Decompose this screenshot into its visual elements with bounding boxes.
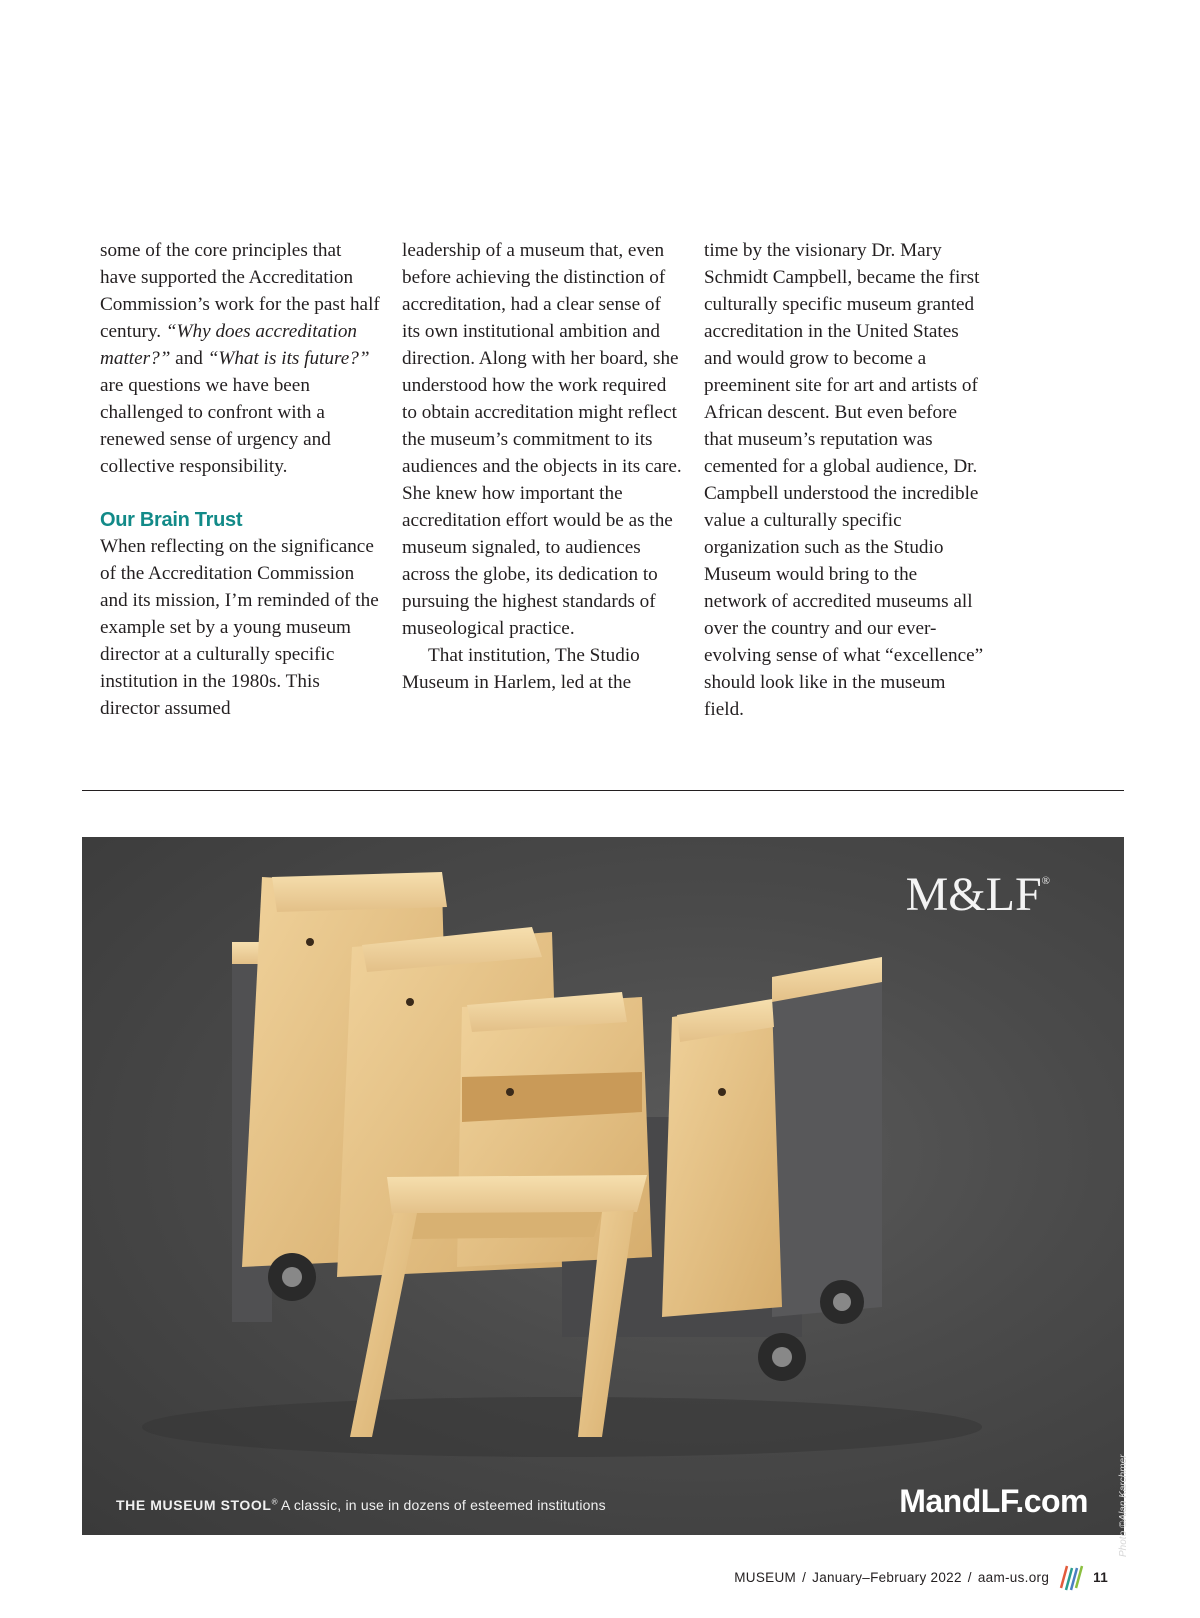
photo-credit: Photo ©Alan Karchmer [1118, 1454, 1129, 1557]
article-column-2 [402, 237, 682, 696]
magazine-name: MUSEUM [734, 1569, 797, 1585]
paragraph: That institution, The Studio Museum in Harlem, led at the [402, 645, 640, 693]
paragraph: When reflecting on the significance of the Accreditation Commission and its mission, I’m reminded of the example set by a young museum director at a culturally specific institution in the 1980s. This director assumed [100, 536, 379, 719]
article-body [100, 237, 984, 737]
ad-caption: THE MUSEUM STOOL® A classic, in use in dozens of esteemed institutions [116, 1497, 606, 1513]
section-subhead: Our Brain Trust [100, 509, 243, 531]
paragraph: time by the visionary Dr. Mary Schmidt Campbell, became the first culturally specific museum granted accreditation in the United States and would grow to become a preeminent site for art and artists of African descent. But even before that museum’s reputation was cemented for a global audience, Dr. Campbell understood the incredible value a culturally specific organization such as the Studio Museum would bring to the network of accredited museums all over the country and our ever-evolving sense of what “excellence” should look like in the museum field. [704, 240, 984, 720]
footer-site-link[interactable]: aam-us.org [977, 1569, 1050, 1585]
section-divider [82, 790, 1124, 791]
brand-logo: M&LF® [905, 868, 1050, 921]
aam-striped-logo-icon [1057, 1562, 1083, 1592]
museum-stool-photo [82, 837, 1124, 1535]
advertisement[interactable] [82, 837, 1129, 1557]
page-number: 11 [1093, 1569, 1108, 1585]
article-column-3 [704, 237, 984, 723]
paragraph: some of the core principles that have supported the Accreditation Commission’s work for the past half century. “Why does accreditation matter?” and “What is its future?” are questions we have been challenged to confront with a renewed sense of urgency and collective responsibility. [100, 240, 380, 477]
paragraph: leadership of a museum that, even before achieving the distinction of accreditation, had a clear sense of its own institutional ambition and direction. Along with her board, she understood how the work required to obtain accreditation might reflect the museum’s commitment to its audiences and the objects in its care. She knew how important the accreditation effort would be as the museum signaled, to audiences across the globe, its dedication to pursuing the highest standards of museological practice. [402, 240, 682, 639]
article-column-1 [100, 237, 380, 722]
ad-website-link[interactable]: MandLF.com [899, 1483, 1088, 1519]
quote: “What is its future?” [207, 348, 370, 369]
page-footer: MUSEUM / January–February 2022 / aam-us.org 11 [734, 1562, 1108, 1592]
issue-date: January–February 2022 [812, 1569, 962, 1585]
quote: “Why does accreditation matter?” [100, 321, 358, 369]
